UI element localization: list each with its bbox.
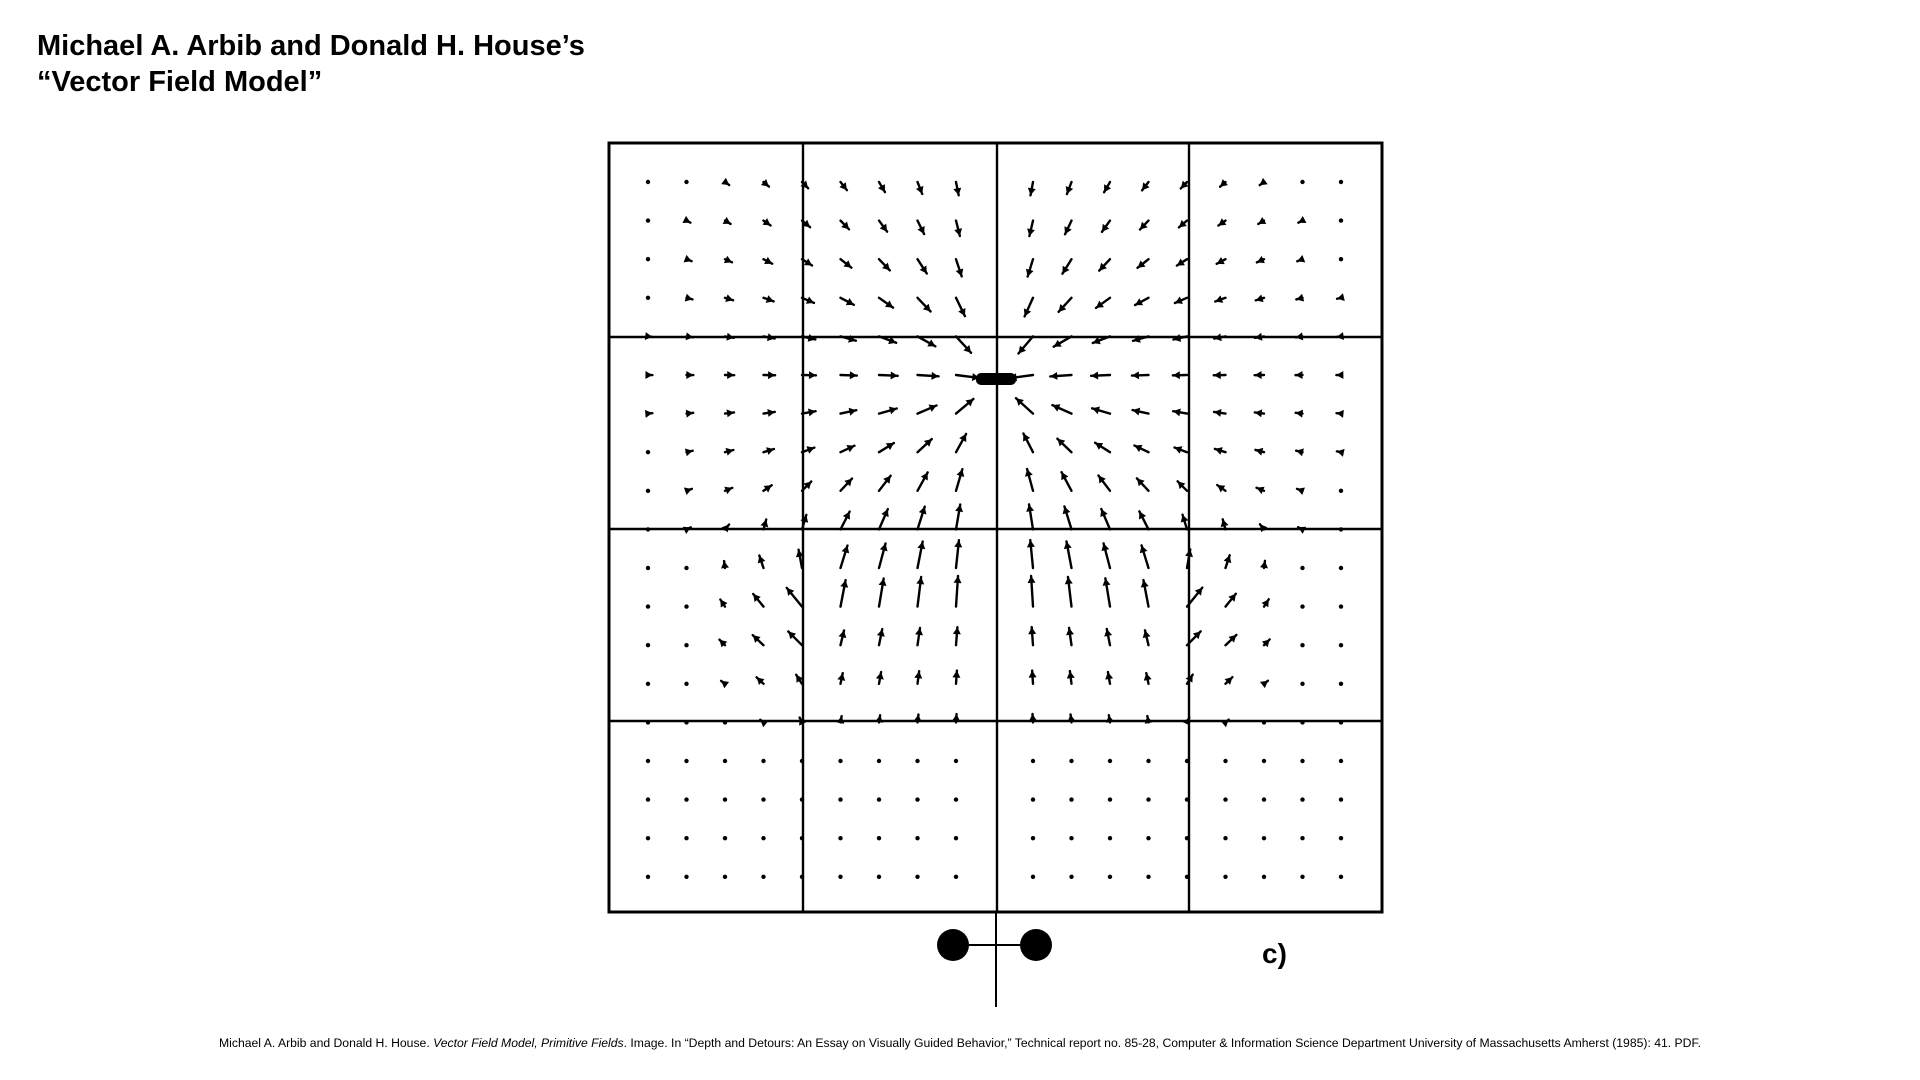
field-arrowhead <box>1183 717 1190 725</box>
field-arrowhead <box>1255 371 1262 379</box>
field-dot <box>1223 875 1227 879</box>
field-dot <box>877 875 881 879</box>
field-arrowhead <box>1173 371 1180 379</box>
field-arrowhead <box>953 627 961 634</box>
field-dot <box>1300 875 1304 879</box>
field-arrowhead <box>849 408 857 416</box>
field-dot <box>1339 604 1343 608</box>
field-dot <box>684 797 688 801</box>
field-dot <box>1108 797 1112 801</box>
field-dot <box>646 875 650 879</box>
field-dot <box>877 836 881 840</box>
field-arrowhead <box>768 371 775 379</box>
field-dot <box>1031 759 1035 763</box>
field-dot <box>1339 218 1343 222</box>
field-dot <box>1339 836 1343 840</box>
field-arrowhead <box>952 671 960 678</box>
field-arrowhead <box>1337 293 1345 301</box>
field-dot <box>646 797 650 801</box>
field-arrowhead <box>727 371 734 379</box>
field-dot <box>684 180 688 184</box>
field-dot <box>1339 489 1343 493</box>
field-dot <box>1185 836 1189 840</box>
target-bar <box>976 373 1016 385</box>
field-dot <box>684 720 688 724</box>
field-dot <box>684 566 688 570</box>
field-dot <box>1069 875 1073 879</box>
field-dot <box>1031 797 1035 801</box>
field-dot <box>1069 836 1073 840</box>
field-arrowhead <box>954 576 962 583</box>
field-dot <box>646 489 650 493</box>
field-dot <box>1069 759 1073 763</box>
field-arrowhead <box>683 527 691 534</box>
field-arrowhead <box>760 720 768 728</box>
caption-work-title: Vector Field Model, Primitive Fields <box>433 1036 624 1050</box>
field-dot <box>954 875 958 879</box>
field-dot <box>684 875 688 879</box>
field-arrowhead <box>719 640 727 648</box>
field-dot <box>761 875 765 879</box>
field-dot <box>1146 797 1150 801</box>
field-dot <box>1300 643 1304 647</box>
field-dot <box>1300 836 1304 840</box>
field-arrowhead <box>1298 216 1306 223</box>
field-dot <box>954 836 958 840</box>
field-dot <box>1262 797 1266 801</box>
field-dot <box>646 527 650 531</box>
field-dot <box>1339 797 1343 801</box>
field-arrowhead <box>1133 408 1141 416</box>
field-dot <box>646 180 650 184</box>
panel-label: c) <box>1262 938 1287 969</box>
field-arrowhead <box>1296 448 1304 456</box>
field-dot <box>1339 682 1343 686</box>
field-dot <box>877 759 881 763</box>
field-arrowhead <box>645 410 652 418</box>
field-arrowhead <box>1296 410 1303 418</box>
field-arrowhead <box>1028 576 1036 583</box>
figure-caption <box>0 1036 1920 1050</box>
field-dot <box>1300 566 1304 570</box>
field-arrowhead <box>1132 371 1139 379</box>
field-dot <box>646 257 650 261</box>
field-dot <box>1262 720 1266 724</box>
slide-title-line-2: “Vector Field Model” <box>37 66 323 98</box>
field-arrowhead <box>1214 371 1221 379</box>
field-arrowhead <box>839 630 847 638</box>
field-dot <box>646 450 650 454</box>
field-arrowhead <box>1143 630 1151 638</box>
slide-title-line-1: Michael A. Arbib and Donald H. House’s <box>37 30 585 62</box>
field-arrowhead <box>952 714 960 721</box>
field-arrowhead <box>954 228 962 236</box>
field-arrowhead <box>931 372 938 380</box>
field-dot <box>1300 720 1304 724</box>
field-dot <box>646 566 650 570</box>
field-dot <box>1339 759 1343 763</box>
field-dot <box>1339 527 1343 531</box>
field-dot <box>1339 566 1343 570</box>
field-arrowhead <box>1050 372 1057 380</box>
field-arrowhead <box>809 371 816 379</box>
field-arrowhead <box>1260 178 1268 185</box>
field-arrowhead <box>645 371 652 379</box>
field-arrowhead <box>721 681 729 688</box>
field-dot <box>646 604 650 608</box>
field-dot <box>646 643 650 647</box>
field-dot <box>1031 836 1035 840</box>
field-dot <box>1146 836 1150 840</box>
field-dot <box>1339 257 1343 261</box>
field-dot <box>1031 875 1035 879</box>
field-dot <box>723 836 727 840</box>
field-dot <box>1069 797 1073 801</box>
field-dot <box>954 759 958 763</box>
field-dot <box>646 218 650 222</box>
field-dot <box>838 797 842 801</box>
field-dot <box>684 836 688 840</box>
field-dot <box>684 643 688 647</box>
field-dot <box>1262 759 1266 763</box>
field-arrowhead <box>723 217 731 224</box>
field-dot <box>1108 836 1112 840</box>
field-dot <box>1185 759 1189 763</box>
field-arrowhead <box>1067 714 1075 721</box>
field-arrowhead <box>1028 627 1036 634</box>
field-dot <box>915 875 919 879</box>
field-dot <box>1300 759 1304 763</box>
field-dot <box>838 759 842 763</box>
field-dot <box>1146 759 1150 763</box>
field-dot <box>684 604 688 608</box>
field-dot <box>761 836 765 840</box>
field-dot <box>1339 643 1343 647</box>
caption-authors: Michael A. Arbib and Donald H. House. <box>219 1036 434 1050</box>
field-dot <box>646 296 650 300</box>
field-dot <box>1108 759 1112 763</box>
field-dot <box>684 759 688 763</box>
field-arrowhead <box>1298 527 1306 534</box>
field-dot <box>723 759 727 763</box>
field-dot <box>1300 682 1304 686</box>
field-arrowhead <box>686 371 693 379</box>
field-arrowhead <box>685 448 693 456</box>
field-arrowhead <box>682 216 690 223</box>
field-dot <box>1185 797 1189 801</box>
field-dot <box>1223 759 1227 763</box>
field-dot <box>800 875 804 879</box>
field-dot <box>761 759 765 763</box>
field-dot <box>723 720 727 724</box>
field-dot <box>1339 875 1343 879</box>
field-arrowhead <box>1336 371 1343 379</box>
field-arrowhead <box>1091 372 1098 380</box>
field-dot <box>1262 836 1266 840</box>
field-dot <box>800 759 804 763</box>
field-dot <box>1185 875 1189 879</box>
field-dot <box>646 759 650 763</box>
field-arrowhead <box>1260 681 1268 688</box>
field-dot <box>1339 180 1343 184</box>
field-dot <box>1146 875 1150 879</box>
field-dot <box>800 836 804 840</box>
field-dot <box>1300 797 1304 801</box>
field-dot <box>954 797 958 801</box>
field-arrowhead <box>891 372 898 380</box>
field-dot <box>915 797 919 801</box>
field-arrowhead <box>684 255 692 262</box>
field-dot <box>1300 180 1304 184</box>
field-dot <box>1223 836 1227 840</box>
field-arrowhead <box>1027 228 1035 236</box>
field-dot <box>723 797 727 801</box>
field-arrowhead <box>1027 540 1035 547</box>
field-arrowhead <box>761 179 769 187</box>
field-dot <box>800 797 804 801</box>
field-arrowhead <box>850 371 857 379</box>
field-dot <box>1300 604 1304 608</box>
field-arrowhead <box>1029 714 1037 721</box>
field-dot <box>915 836 919 840</box>
field-arrowhead <box>954 540 962 547</box>
field-arrowhead <box>1220 179 1228 187</box>
field-dot <box>723 875 727 879</box>
field-dot <box>1108 875 1112 879</box>
field-arrowhead <box>1262 639 1270 647</box>
field-dot <box>915 759 919 763</box>
field-arrowhead <box>686 410 693 418</box>
field-arrowhead <box>1101 543 1109 551</box>
field-dot <box>646 720 650 724</box>
caption-source: . Image. In “Depth and Detours: An Essay on Visually Guided Behavior,” Technical report no. 85-28, Computer & Information Science Department University of Massachusetts Amherst (1985): 41. PDF. <box>623 1036 1701 1050</box>
field-dot <box>646 682 650 686</box>
field-arrowhead <box>1336 410 1343 418</box>
field-dot <box>838 836 842 840</box>
field-dot <box>1339 720 1343 724</box>
field-arrowhead <box>1295 371 1302 379</box>
field-dot <box>877 797 881 801</box>
field-arrowhead <box>1297 255 1305 262</box>
field-dot <box>1262 875 1266 879</box>
field-dot <box>646 836 650 840</box>
field-dot <box>761 797 765 801</box>
field-arrowhead <box>721 178 729 185</box>
field-arrowhead <box>1029 671 1037 678</box>
field-dot <box>1223 797 1227 801</box>
field-dot <box>838 875 842 879</box>
field-dot <box>684 682 688 686</box>
